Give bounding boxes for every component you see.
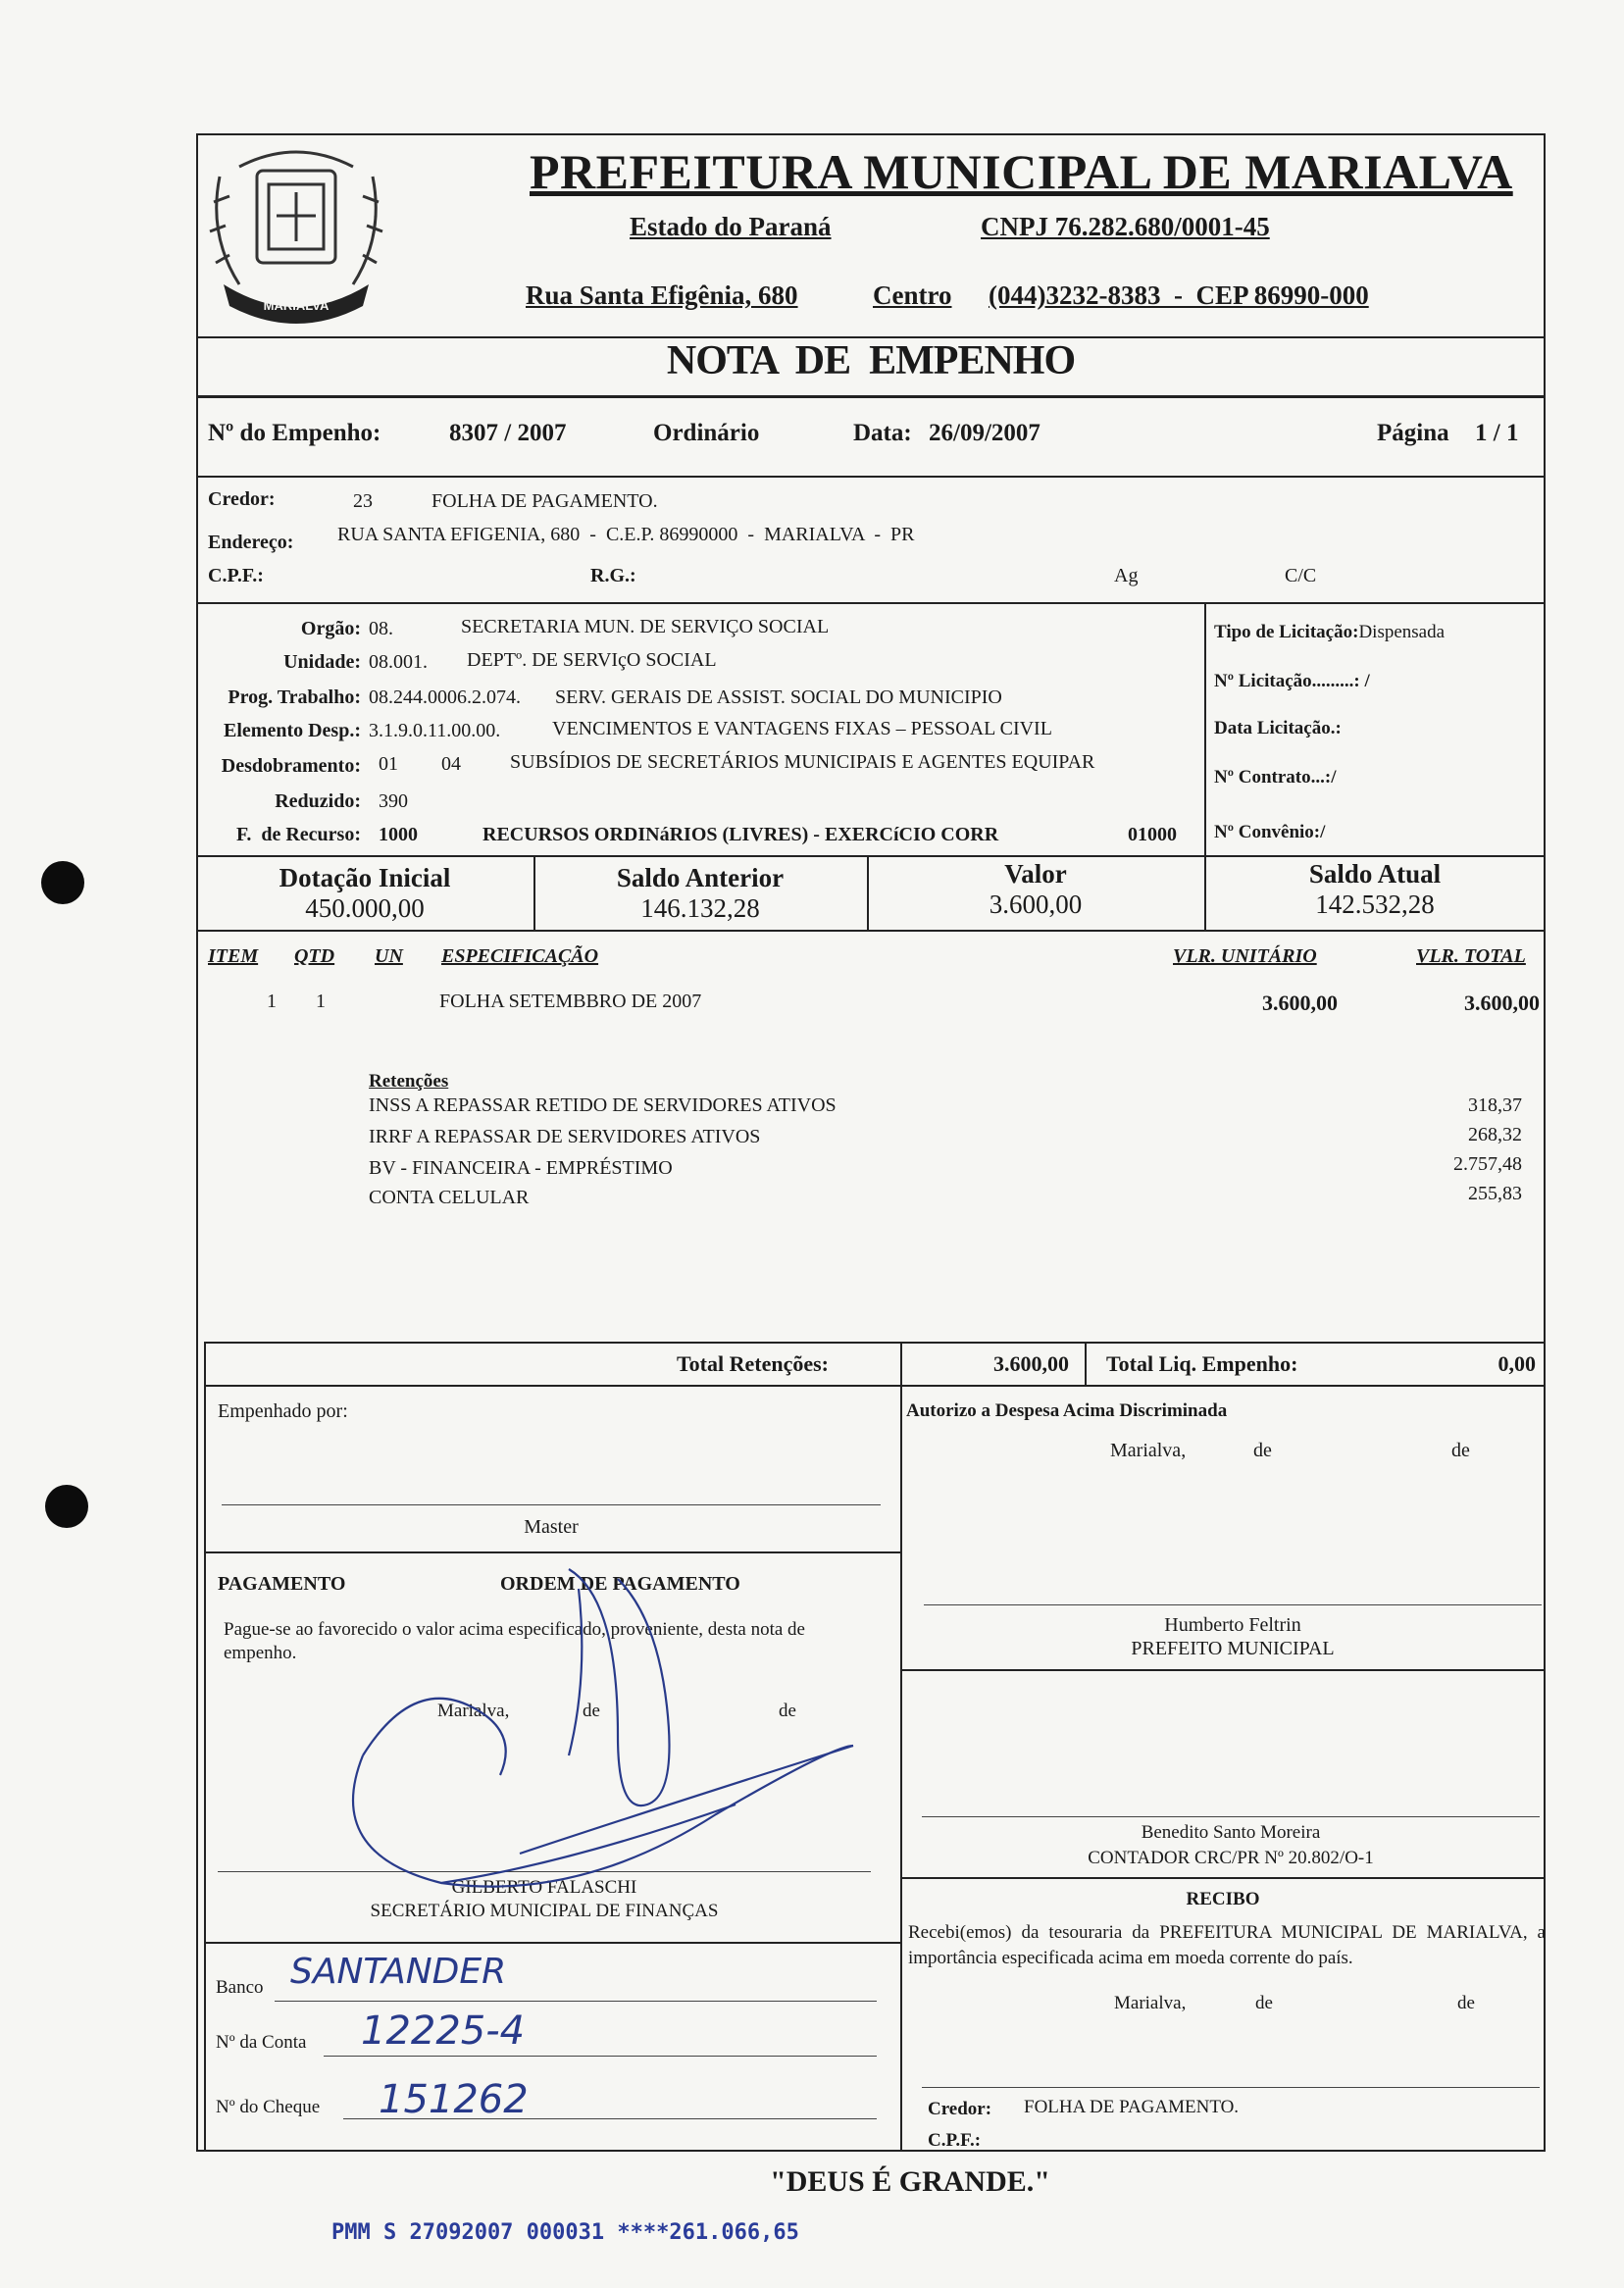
total-retencoes-label: Total Retenções: [677, 1351, 829, 1376]
seal-text: MARIALVA [263, 298, 330, 313]
page-number: 1 / 1 [1475, 420, 1519, 446]
secretario-name: GILBERTO FALASCHI [451, 1877, 637, 1898]
phone-cep: (044)3232-8383 - CEP 86990-000 [989, 280, 1369, 310]
retencao-value: 2.757,48 [1453, 1153, 1522, 1175]
licitacao-date: Data Licitação.: [1214, 718, 1342, 738]
recibo-text: Recebi(emos) da tesouraria da PREFEITURA MUNICIPAL DE MARIALVA, a importância especificada acima em moeda corrente do país. [908, 1922, 1546, 1968]
credor-address: RUA SANTA EFIGENIA, 680 - C.E.P. 86990000 - MARIALVA - PR [337, 524, 915, 545]
saldo-anterior [535, 863, 865, 924]
autorizo-city: Marialva, [1110, 1440, 1187, 1461]
col-vlr-total: VLR. TOTAL [1416, 945, 1526, 967]
retencao-value: 318,37 [1468, 1094, 1522, 1116]
cheque-label: Nº do Cheque [216, 2097, 321, 2117]
retencao-desc: IRRF A REPASSAR DE SERVIDORES ATIVOS [369, 1126, 761, 1147]
unidade-code: 08.001. [369, 651, 428, 673]
prog-trabalho-code: 08.244.0006.2.074. [369, 686, 521, 708]
autorizo-title: Autorizo a Despesa Acima Discriminada [906, 1400, 1228, 1421]
licitacao-type-value: Dispensada [1358, 622, 1446, 642]
punch-hole-bottom [45, 1485, 88, 1528]
recurso-code: 1000 [379, 824, 418, 845]
recibo-de-1: de [1255, 1993, 1273, 2013]
saldo-value: 142.532,28 [1315, 890, 1435, 919]
saldo-value: 3.600,00 [989, 890, 1083, 919]
total-liquido-label: Total Liq. Empenho: [1106, 1351, 1298, 1376]
total-retencoes-value: 3.600,00 [993, 1351, 1069, 1376]
cnpj: CNPJ 76.282.680/0001-45 [981, 212, 1270, 241]
empenhado-label: Empenhado por: [218, 1400, 348, 1422]
footer-stamp: PMM S 27092007 000031 ****261.066,65 [331, 2220, 799, 2245]
prefeito-role: PREFEITO MUNICIPAL [1131, 1638, 1335, 1659]
elemento-desc: VENCIMENTOS E VANTAGENS FIXAS – PESSOAL CIVIL [552, 718, 1052, 739]
contador-role: CONTADOR CRC/PR Nº 20.802/O-1 [1088, 1848, 1374, 1868]
orgao-label: Orgão: [300, 618, 361, 639]
district: Centro [873, 280, 952, 310]
pagamento-de-2: de [779, 1701, 796, 1721]
elemento-label: Elemento Desp.: [224, 720, 361, 741]
retencao-desc: INSS A REPASSAR RETIDO DE SERVIDORES ATIVOS [369, 1094, 837, 1116]
item-unit-value: 3.600,00 [1262, 991, 1338, 1015]
recurso-label: F. de Recurso: [235, 824, 361, 845]
handwritten-signature-icon [324, 1559, 873, 1912]
item-number: 1 [267, 991, 277, 1012]
coat-of-arms-icon [200, 137, 392, 331]
empenho-number: 8307 / 2007 [449, 420, 567, 446]
saldo-label: Saldo Atual [1308, 859, 1442, 889]
conta-label: Nº da Conta [216, 2032, 307, 2053]
col-vlr-unitario: VLR. UNITÁRIO [1173, 945, 1317, 967]
prog-trabalho-desc: SERV. GERAIS DE ASSIST. SOCIAL DO MUNICIPIO [555, 686, 1002, 708]
elemento-code: 3.1.9.0.11.00.00. [369, 720, 501, 741]
credor-name: FOLHA DE PAGAMENTO. [431, 490, 658, 512]
reduzido-code: 390 [379, 790, 408, 812]
retencao-desc: CONTA CELULAR [369, 1187, 530, 1208]
retencao-value: 255,83 [1468, 1183, 1522, 1204]
empenho-number-label: Nº do Empenho: [208, 420, 381, 446]
item-qtd: 1 [316, 991, 326, 1012]
state-name: Estado do Paraná [630, 212, 832, 241]
pagamento-label: PAGAMENTO [218, 1573, 346, 1595]
conta-handwritten: 12225-4 [361, 2008, 526, 2054]
autorizo-de-2: de [1451, 1440, 1470, 1461]
page-label: Página [1377, 420, 1449, 446]
autorizo-de-1: de [1253, 1440, 1272, 1461]
punch-hole-top [41, 861, 84, 904]
retencao-desc: BV - FINANCEIRA - EMPRÉSTIMO [369, 1157, 673, 1179]
recurso-number: 01000 [1128, 824, 1177, 845]
retencao-value: 268,32 [1468, 1124, 1522, 1145]
pagamento-de-1: de [583, 1701, 600, 1721]
recibo-credor-label: Credor: [928, 2099, 992, 2119]
recibo-cpf-label: C.P.F.: [928, 2130, 982, 2151]
saldo-dotacao-inicial [198, 863, 532, 924]
org-title: PREFEITURA MUNICIPAL DE MARIALVA [530, 144, 1513, 199]
empenho-date-label: Data: [853, 420, 912, 446]
convenio-number: Nº Convênio:/ [1214, 822, 1326, 842]
reduzido-label: Reduzido: [275, 790, 361, 812]
secretario-role: SECRETÁRIO MUNICIPAL DE FINANÇAS [370, 1901, 719, 1921]
banco-handwritten: SANTANDER [290, 1952, 507, 1992]
recurso-desc: RECURSOS ORDINáRIOS (LIVRES) - EXERCíCIO CORR [482, 824, 999, 845]
unidade-label: Unidade: [283, 651, 361, 673]
recibo-de-2: de [1457, 1993, 1475, 2013]
empenhado-name: Master [524, 1516, 579, 1538]
cheque-handwritten: 151262 [379, 2077, 529, 2122]
desdobramento-b: 04 [441, 753, 461, 775]
credor-label: Credor: [208, 488, 276, 510]
empenho-date: 26/09/2007 [929, 420, 1040, 446]
saldo-label: Valor [1004, 859, 1067, 889]
empenho-type: Ordinário [653, 420, 760, 446]
saldo-label: Saldo Anterior [616, 863, 785, 892]
saldo-value: 450.000,00 [305, 893, 425, 923]
orgao-code: 08. [369, 618, 393, 639]
item-total-value: 3.600,00 [1464, 991, 1540, 1015]
document-title: NOTA DE EMPENHO [666, 338, 1076, 383]
item-desc: FOLHA SETEMBBRO DE 2007 [439, 991, 702, 1012]
cpf-label: C.P.F.: [208, 565, 264, 586]
desdobramento-a: 01 [379, 753, 398, 775]
agency-label: Ag [1114, 565, 1139, 586]
licitacao-type-label [1214, 622, 1445, 643]
retencoes-title: Retenções [369, 1071, 449, 1092]
recibo-city: Marialva, [1114, 1993, 1187, 2013]
footer-motto: "DEUS É GRANDE." [770, 2165, 1050, 2198]
credor-code: 23 [353, 490, 373, 512]
account-label: C/C [1285, 565, 1317, 586]
col-qtd: QTD [294, 945, 335, 967]
unidade-desc: DEPTº. DE SERVIçO SOCIAL [467, 649, 717, 671]
pagamento-text: Pague-se ao favorecido o valor acima especificado, proveniente, desta nota de empenho. [224, 1619, 805, 1663]
ordem-pagamento-title: ORDEM DE PAGAMENTO [500, 1573, 740, 1595]
saldo-valor [869, 859, 1202, 920]
prog-trabalho-label: Prog. Trabalho: [228, 686, 361, 708]
orgao-desc: SECRETARIA MUN. DE SERVIÇO SOCIAL [461, 616, 830, 637]
desdobramento-desc: SUBSÍDIOS DE SECRETÁRIOS MUNICIPAIS E AGENTES EQUIPAR [510, 751, 1095, 773]
licitacao-number: Nº Licitação.........: / [1214, 671, 1370, 691]
recibo-credor: FOLHA DE PAGAMENTO. [1024, 2097, 1240, 2117]
contador-name: Benedito Santo Moreira [1141, 1822, 1321, 1843]
total-liquido-value: 0,00 [1497, 1351, 1536, 1376]
recibo-title: RECIBO [1186, 1889, 1260, 1909]
desdobramento-label: Desdobramento: [221, 755, 361, 777]
saldo-label: Dotação Inicial [279, 863, 451, 892]
pagamento-city: Marialva, [437, 1701, 510, 1721]
saldo-atual [1206, 859, 1544, 920]
rg-label: R.G.: [590, 565, 636, 586]
saldo-value: 146.132,28 [640, 893, 760, 923]
prefeito-name: Humberto Feltrin [1164, 1614, 1301, 1636]
address-label: Endereço: [208, 532, 294, 553]
col-un: UN [375, 945, 403, 967]
col-item: ITEM [208, 945, 259, 967]
col-especificacao: ESPECIFICAÇÃO [441, 945, 599, 967]
contrato-number: Nº Contrato...:/ [1214, 767, 1337, 788]
street-address: Rua Santa Efigênia, 680 [526, 280, 798, 310]
banco-label: Banco [216, 1977, 264, 1998]
licitacao-type-label-text: Tipo de Licitação: [1214, 622, 1359, 642]
